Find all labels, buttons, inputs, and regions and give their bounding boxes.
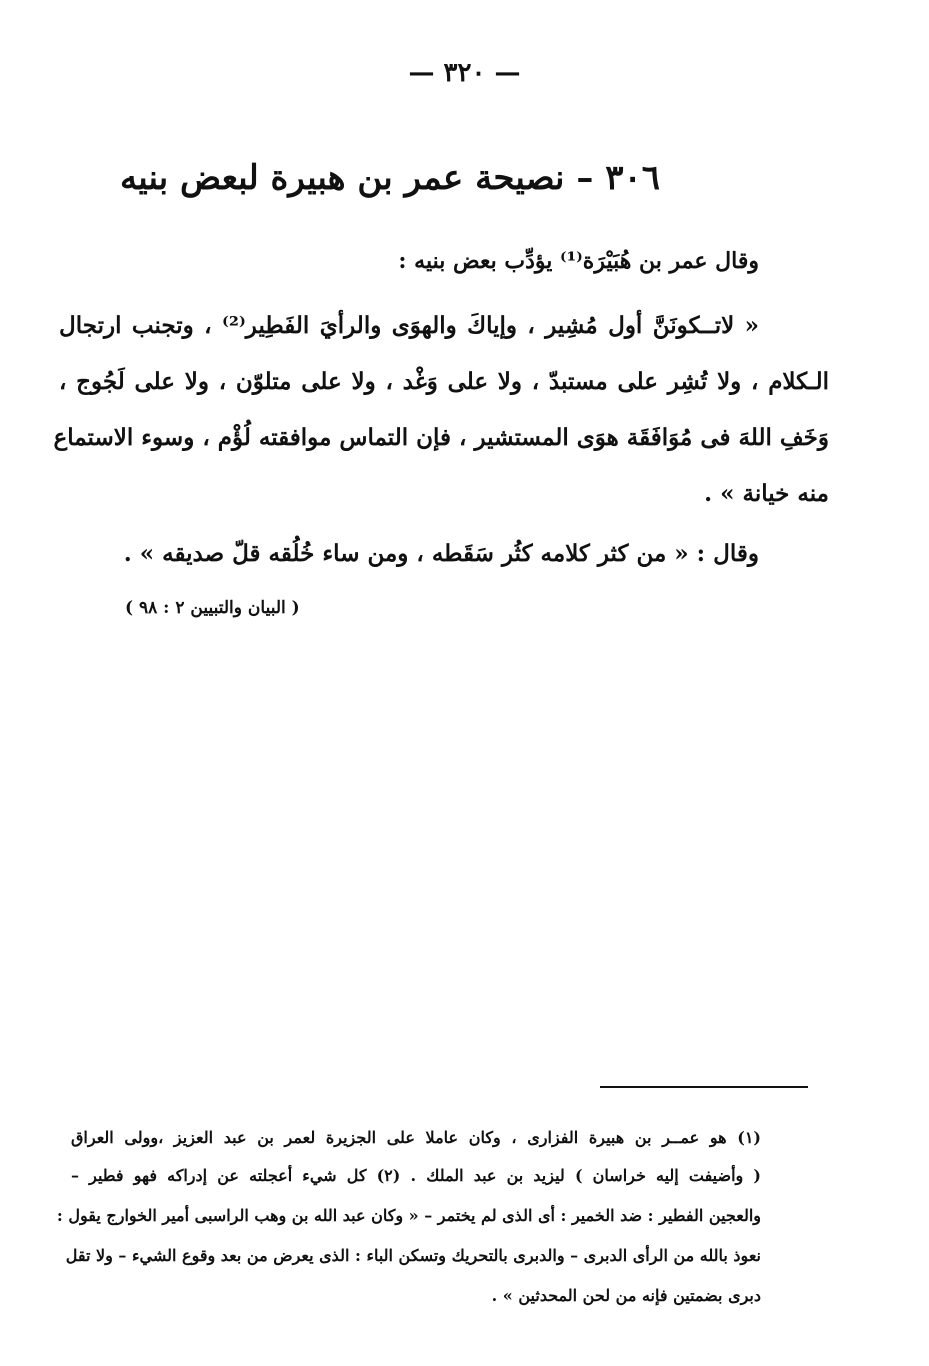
quote-line-2: الـكلام ، ولا تُشِر على مستبدّ ، ولا على وَغْد ، ولا على متلوّن ، ولا على لَجُوج ، xyxy=(59,368,829,395)
quote-line-1: « لاتــكونَنَّ أول مُشِير ، وإياكَ والهوَى والرأيَ الفَطِير⁽²⁾ ، وتجنب ارتجال xyxy=(59,312,759,339)
footnote-line-4: نعوذ بالله من الرأى الدبرى – والدبرى بالتحريك وتسكن الباء : الذى يعرض من بعد وقوع الشيء – ولا تقل xyxy=(65,1246,761,1265)
intro-line: وقال عمر بن هُبَيْرَة⁽¹⁾ يؤدِّب بعض بنيه : xyxy=(398,248,759,274)
page-number: — ٣٢٠ — xyxy=(408,58,521,88)
footnote-line-1: (١) هو عمــر بن هبيرة الفزارى ، وكان عاملا على الجزيرة لعمر بن عبد العزيز ،وولى العراق xyxy=(71,1128,761,1147)
footnote-line-2: ( وأضيفت إليه خراسان ) ليزيد بن عبد الملك . (٢) كل شيء أعجلته عن إدراكه فهو فطير – xyxy=(71,1166,761,1185)
footnote-separator xyxy=(600,1086,808,1088)
section-title: ٣٠٦ – نصيحة عمر بن هبيرة لبعض بنيه xyxy=(120,158,660,198)
quote-line-4: منه خيانة » . xyxy=(704,480,829,507)
footnote-line-3: والعجين الفطير : ضد الخمير : أى الذى لم يختمر – « وكان عبد الله بن وهب الراسبى أمير الخوارج يقول : xyxy=(56,1206,761,1225)
source-citation: ( البيان والتبيين ٢ : ٩٨ ) xyxy=(125,598,300,618)
footnote-line-5: دبرى بضمتين فإنه من لحن المحدثين » . xyxy=(491,1286,761,1305)
quote-line-3: وَخَفِ اللهَ فى مُوَافَقَة هوَى المستشير ، فإن التماس موافقته لُؤْم ، وسوء الاستماع xyxy=(53,424,829,451)
second-saying: وقال : « من كثر كلامه كثُر سَقَطه ، ومن ساء خُلُقه قلّ صديقه » . xyxy=(123,540,759,567)
